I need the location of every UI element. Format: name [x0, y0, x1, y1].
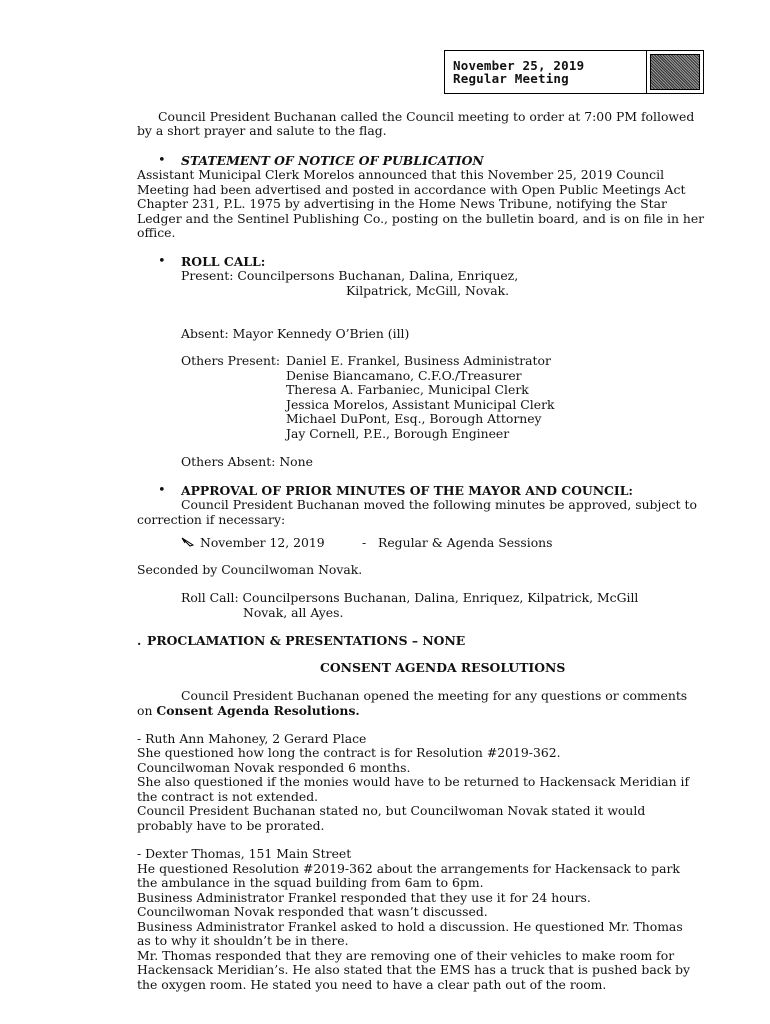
thomas-line-9: Hackensack Meridian’s. He also stated that the EMS has a truck that is pushed back by	[137, 962, 691, 977]
thomas-line-1: - Dexter Thomas, 151 Main Street	[137, 846, 352, 861]
mahoney-line-5: the contract is not extended.	[137, 789, 319, 804]
consent-intro-bold: Consent Agenda Resolutions.	[156, 703, 360, 718]
proclamation-prefix: .	[137, 633, 142, 648]
minutes-line-1: Council President Buchanan moved the following minutes be approved, subject to	[181, 497, 697, 512]
roll-call-present-1: Present: Councilpersons Buchanan, Dalina, Enriquez,	[181, 268, 519, 283]
consent-intro-1: Council President Buchanan opened the meeting for any questions or comments	[181, 688, 688, 703]
others-absent: Others Absent: None	[181, 454, 313, 469]
mahoney-line-2: She questioned how long the contract is for Resolution #2019-362.	[137, 745, 561, 760]
notice-line-5: office.	[137, 225, 176, 240]
thomas-line-8: Mr. Thomas responded that they are removing one of their vehicles to make room for	[137, 948, 675, 963]
minutes-heading: APPROVAL OF PRIOR MINUTES OF THE MAYOR AND COUNCIL:	[181, 483, 633, 498]
mahoney-line-6: Council President Buchanan stated no, but Councilwoman Novak stated it would	[137, 803, 646, 818]
notice-line-3: Chapter 231, P.L. 1975 by advertising in the Home News Tribune, notifying the Star	[137, 196, 667, 211]
proclamation-heading: PROCLAMATION & PRESENTATIONS – NONE	[147, 633, 466, 648]
thomas-line-10: the oxygen room. He stated you need to have a clear path out of the room.	[137, 977, 607, 992]
notice-line-2: Meeting had been advertised and posted in accordance with Open Public Meetings Act	[137, 182, 686, 197]
mahoney-line-4: She also questioned if the monies would have to be returned to Hackensack Meridian if	[137, 774, 690, 789]
opening-line-1: Council President Buchanan called the Council meeting to order at 7:00 PM followed	[158, 109, 695, 124]
minutes-roll-1: Roll Call: Councilpersons Buchanan, Dalina, Enriquez, Kilpatrick, McGill	[181, 590, 639, 605]
thomas-line-6: Business Administrator Frankel asked to hold a discussion. He questioned Mr. Thomas	[137, 919, 683, 934]
pen-pointer-icon	[181, 536, 195, 551]
others-present-4: Jessica Morelos, Assistant Municipal Clerk	[286, 397, 555, 412]
bullet-icon: •	[158, 153, 166, 168]
others-present-1: Daniel E. Frankel, Business Administrator	[286, 353, 551, 368]
minutes-item-date: November 12, 2019	[200, 535, 325, 550]
consent-intro-2	[137, 703, 360, 718]
thomas-line-4: Business Administrator Frankel responded that they use it for 24 hours.	[137, 890, 591, 905]
thomas-line-7: as to why it shouldn’t be in there.	[137, 933, 349, 948]
bullet-icon: •	[158, 254, 166, 269]
minutes-seconded: Seconded by Councilwoman Novak.	[137, 562, 363, 577]
minutes-item-dash: -	[362, 535, 367, 550]
notice-line-1: Assistant Municipal Clerk Morelos announced that this November 25, 2019 Council	[137, 167, 665, 182]
header-shaded-block	[650, 54, 700, 90]
meeting-header-box	[444, 50, 704, 94]
meeting-date: November 25, 2019	[453, 58, 585, 73]
consent-intro-prefix: on	[137, 703, 157, 718]
opening-line-2: by a short prayer and salute to the flag.	[137, 123, 387, 138]
thomas-line-5: Councilwoman Novak responded that wasn’t discussed.	[137, 904, 488, 919]
others-present-2: Denise Biancamano, C.F.O./Treasurer	[286, 368, 522, 383]
roll-call-present-2: Kilpatrick, McGill, Novak.	[346, 283, 510, 298]
minutes-line-2: correction if necessary:	[137, 512, 286, 527]
header-divider	[646, 51, 648, 93]
others-present-3: Theresa A. Farbaniec, Municipal Clerk	[286, 382, 529, 397]
thomas-line-2: He questioned Resolution #2019-362 about the arrangements for Hackensack to park	[137, 861, 680, 876]
mahoney-line-3: Councilwoman Novak responded 6 months.	[137, 760, 411, 775]
mahoney-line-7: probably have to be prorated.	[137, 818, 325, 833]
notice-line-4: Ledger and the Sentinel Publishing Co., posting on the bulletin board, and is on file in her	[137, 211, 705, 226]
mahoney-line-1: - Ruth Ann Mahoney, 2 Gerard Place	[137, 731, 367, 746]
meeting-type: Regular Meeting	[453, 71, 569, 86]
minutes-roll-2: Novak, all Ayes.	[243, 605, 344, 620]
minutes-item-desc: Regular & Agenda Sessions	[378, 535, 553, 550]
thomas-line-3: the ambulance in the squad building from 6am to 6pm.	[137, 875, 484, 890]
notice-heading: STATEMENT OF NOTICE OF PUBLICATION	[181, 153, 484, 168]
others-present-6: Jay Cornell, P.E., Borough Engineer	[286, 426, 510, 441]
roll-call-absent: Absent: Mayor Kennedy O’Brien (ill)	[181, 326, 410, 341]
others-present-label: Others Present:	[181, 353, 281, 368]
meeting-header-text	[453, 59, 584, 85]
bullet-icon: •	[158, 483, 166, 498]
consent-heading: CONSENT AGENDA RESOLUTIONS	[320, 660, 566, 675]
others-present-5: Michael DuPont, Esq., Borough Attorney	[286, 411, 542, 426]
roll-call-heading: ROLL CALL:	[181, 254, 266, 269]
